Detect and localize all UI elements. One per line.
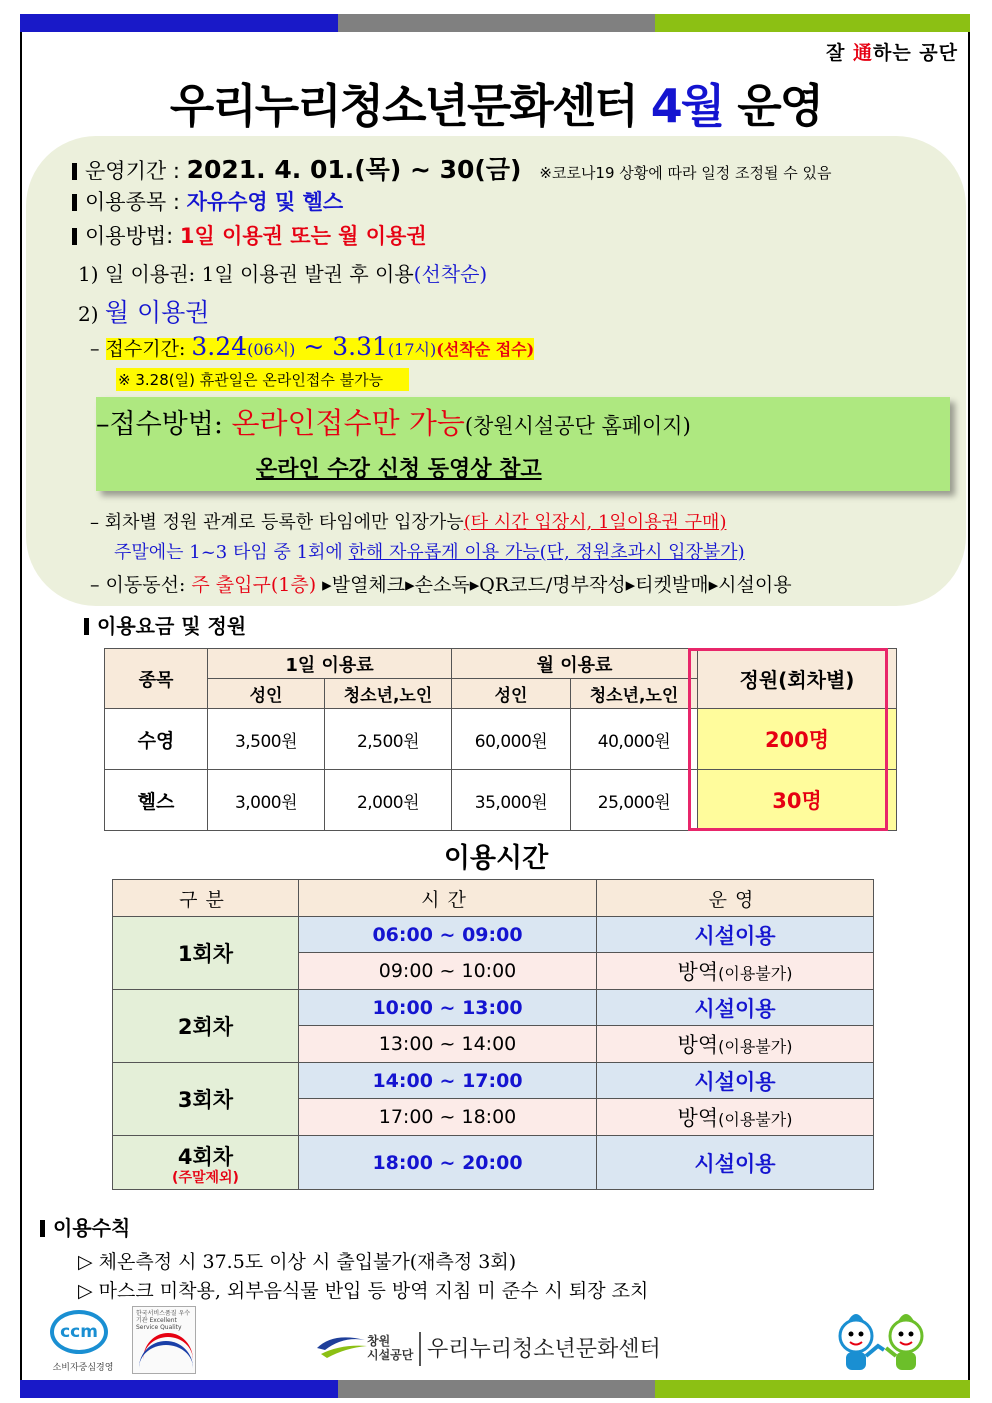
session-entry-rule: – 회차별 정원 관계로 등록한 타임에만 입장가능(타 시간 입장시, 1일이용권 구매) [90,512,727,533]
table-row [113,990,874,1026]
closed-time: 09:00 ~ 10:00 [299,953,597,990]
open-status: 시설이용 [597,917,874,953]
mascot-characters-icon [826,1300,938,1378]
schedule-title: 이용시간 [443,843,549,874]
table-row [105,770,897,831]
month-adult-fee: 35,000원 [452,770,571,831]
table-row [113,1136,874,1190]
ccm-mark: ccm [50,1310,108,1354]
round-label: 3회차 [113,1063,299,1136]
registration-period: – 접수기간: 3.24(06시) ~ 3.31(17시)(선착순 접수) [90,332,535,361]
closed-time: 17:00 ~ 18:00 [299,1099,597,1136]
round-label: 4회차 (주말제외) [113,1136,299,1190]
closed-status: 방역(이용불가) [597,953,874,990]
col-day-fee: 1일 이용료 [208,649,452,679]
capacity-value: 200명 [698,709,897,770]
top-color-bar [20,14,970,32]
day-adult-fee: 3,000원 [208,770,325,831]
video-guide-note: 온라인 수강 신청 동영상 참고 [256,457,542,482]
holiday-note: ※ 3.28(일) 휴관일은 온라인접수 불가능 [116,368,409,391]
open-status: 시설이용 [597,1063,874,1099]
col-month-adult: 성인 [452,679,571,709]
col-round: 구분 [113,880,299,917]
center-name: 우리누리청소년문화센터 [427,1337,661,1362]
month-youth-fee: 25,000원 [571,770,698,831]
day-pass-info: 1) 일 이용권: 1일 이용권 발권 후 이용(선착순) [78,262,488,286]
month-adult-fee: 60,000원 [452,709,571,770]
page-title: 우리누리청소년문화센터 4월 운영 [169,79,823,133]
open-status: 시설이용 [597,990,874,1026]
open-time: 06:00 ~ 09:00 [299,917,597,953]
ccm-caption: 소비자중심경영 [52,1363,114,1373]
ccm-logo [44,1310,120,1373]
rule-item: ▷ 마스크 미착용, 외부음식물 반입 등 방역 지침 미 준수 시 퇴장 조치 [78,1280,649,1302]
table-row [113,917,874,953]
col-month-youth: 청소년,노인 [571,679,698,709]
col-capacity: 정원(회차별) [698,649,897,709]
month-youth-fee: 40,000원 [571,709,698,770]
day-youth-fee: 2,500원 [325,709,452,770]
fee-table [104,648,897,831]
day-adult-fee: 3,500원 [208,709,325,770]
closed-status: 방역(이용불가) [597,1099,874,1136]
round-label: 1회차 [113,917,299,990]
row-item: 수영 [105,709,208,770]
round-label: 2회차 [113,990,299,1063]
rule-item: ▷ 체온측정 시 37.5도 이상 시 출입불가(재측정 3회) [78,1251,517,1273]
open-status: 시설이용 [597,1136,874,1190]
col-time: 시간 [299,880,597,917]
closed-time: 13:00 ~ 14:00 [299,1026,597,1063]
open-time: 10:00 ~ 13:00 [299,990,597,1026]
row-item: 헬스 [105,770,208,831]
col-day-adult: 성인 [208,679,325,709]
day-youth-fee: 2,000원 [325,770,452,831]
schedule-table [112,879,874,1190]
rules-title: 이용수칙 [40,1212,130,1241]
entry-flow: – 이동동선: 주 출입구(1층) ▸발열체크▸손소독▸QR코드/명부작성▸티켓발매▸시설이용 [90,574,792,596]
usage-method: 이용방법: 1일 이용권 또는 월 이용권 [72,220,427,250]
table-row [113,1063,874,1099]
open-time: 18:00 ~ 20:00 [299,1136,597,1190]
capacity-value: 30명 [698,770,897,831]
col-month-fee: 월 이용료 [452,649,698,679]
col-item: 종목 [105,649,208,709]
fee-section-title: 이용요금 및 정원 [84,610,246,639]
slogan: 잘 通하는 공단 [825,42,958,64]
service-quality-logo: 한국서비스품질 우수기관 Excellent Service Quality [132,1306,196,1374]
col-status: 운영 [597,880,874,917]
swoosh-icon [315,1330,371,1360]
usage-type: 이용종목 : 자유수영 및 헬스 [72,186,343,216]
operation-period: 운영기간 : 2021. 4. 01.(목) ~ 30(금) ※코로나19 상황에 따라 일정 조정될 수 있음 [72,150,832,186]
monthly-pass-heading: 2) 월 이용권 [78,298,210,327]
open-time: 14:00 ~ 17:00 [299,1063,597,1099]
closed-status: 방역(이용불가) [597,1026,874,1063]
col-day-youth: 청소년,노인 [325,679,452,709]
table-row [105,709,897,770]
registration-method: –접수방법: 온라인접수만 가능(창원시설공단 홈페이지) [96,406,691,440]
weekend-rule: 주말에는 1~3 타임 중 1회에 한해 자유롭게 이용 가능(단, 정원초과시 입장불가) [114,542,745,563]
